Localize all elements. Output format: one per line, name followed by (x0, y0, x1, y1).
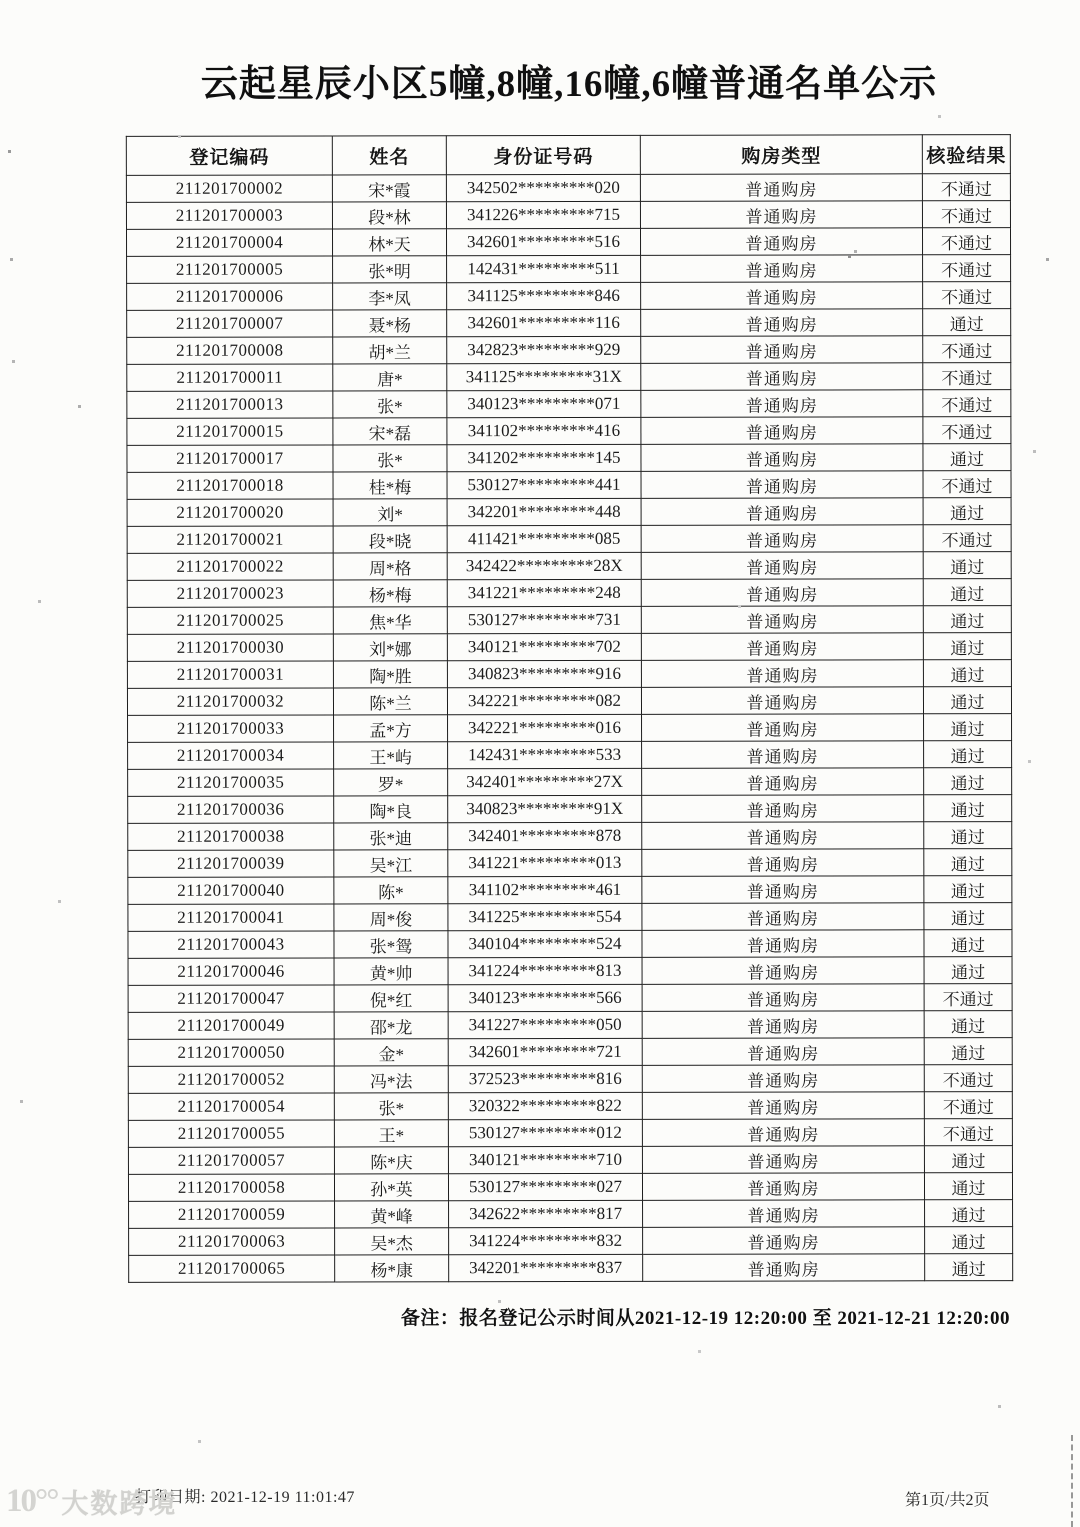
table-row (129, 1254, 1013, 1283)
cell-name: 聂*杨 (333, 310, 447, 337)
cell-verify-result: 通过 (924, 822, 1012, 849)
cell-purchase-type: 普通购房 (641, 579, 923, 607)
table-row (128, 957, 1012, 986)
cell-verify-result: 不通过 (923, 282, 1011, 309)
cell-registration-code: 211201700031 (127, 661, 333, 688)
cell-name: 张* (334, 1093, 448, 1120)
cell-verify-result: 不通过 (924, 984, 1012, 1011)
cell-purchase-type: 普通购房 (642, 1173, 924, 1201)
cell-registration-code: 211201700020 (127, 499, 333, 526)
cell-registration-code: 211201700006 (127, 283, 333, 310)
cell-name: 黄*帅 (334, 958, 448, 985)
cell-verify-result: 不通过 (923, 525, 1011, 552)
cell-registration-code: 211201700041 (128, 904, 334, 931)
header-registration-code: 登记编码 (126, 136, 332, 175)
cell-verify-result: 不通过 (924, 1092, 1012, 1119)
scan-edge-line (1071, 1435, 1073, 1527)
cell-id-number: 411421*********085 (447, 526, 641, 553)
cell-name: 吴*江 (334, 850, 448, 877)
table-row (127, 552, 1011, 581)
cell-registration-code: 211201700002 (126, 175, 332, 202)
cell-purchase-type: 普通购房 (641, 282, 923, 310)
cell-purchase-type: 普通购房 (641, 444, 923, 472)
table-row (127, 606, 1011, 635)
table-row (127, 471, 1011, 500)
cell-verify-result: 通过 (923, 687, 1011, 714)
cell-purchase-type: 普通购房 (642, 1146, 924, 1174)
cell-purchase-type: 普通购房 (642, 903, 924, 931)
cell-registration-code: 211201700005 (127, 256, 333, 283)
cell-registration-code: 211201700034 (128, 742, 334, 769)
cell-registration-code: 211201700032 (127, 688, 333, 715)
cell-name: 孙*英 (334, 1174, 448, 1201)
watermark-text: 大数跨境 (61, 1489, 178, 1519)
cell-name: 陶*良 (334, 796, 448, 823)
table-row (128, 1038, 1012, 1067)
cell-id-number: 341227*********050 (448, 1012, 642, 1039)
cell-name: 孟*方 (334, 715, 448, 742)
cell-registration-code: 211201700052 (128, 1066, 334, 1093)
cell-id-number: 341202*********145 (447, 445, 641, 472)
table-row (128, 930, 1012, 959)
cell-registration-code: 211201700065 (129, 1255, 335, 1282)
cell-purchase-type: 普通购房 (641, 309, 923, 337)
cell-verify-result: 通过 (925, 1227, 1013, 1254)
cell-verify-result: 通过 (923, 633, 1011, 660)
cell-name: 张* (333, 391, 447, 418)
cell-registration-code: 211201700038 (128, 823, 334, 850)
cell-purchase-type: 普通购房 (642, 768, 924, 796)
cell-verify-result: 通过 (924, 1146, 1012, 1173)
cell-name: 黄*峰 (335, 1201, 449, 1228)
remark-text: 备注：报名登记公示时间从2021-12-19 12:20:00 至 2021-12-21 12:20:00 (400, 1308, 1010, 1330)
cell-id-number: 530127*********441 (447, 472, 641, 499)
header-id-number: 身份证号码 (446, 136, 640, 175)
cell-id-number: 342601*********721 (448, 1039, 642, 1066)
table-row (128, 1119, 1012, 1148)
cell-purchase-type: 普通购房 (642, 1092, 924, 1120)
cell-purchase-type: 普通购房 (641, 606, 923, 634)
cell-verify-result: 不通过 (922, 174, 1010, 201)
table-row (129, 1227, 1013, 1256)
cell-registration-code: 211201700035 (128, 769, 334, 796)
cell-verify-result: 通过 (925, 1254, 1013, 1281)
table-row (128, 795, 1012, 824)
cell-name: 冯*法 (334, 1066, 448, 1093)
table-row (128, 1065, 1012, 1094)
cell-name: 金* (334, 1039, 448, 1066)
cell-id-number: 342601*********116 (447, 310, 641, 337)
cell-id-number: 341224*********832 (449, 1228, 643, 1255)
cell-verify-result: 不通过 (924, 1119, 1012, 1146)
cell-id-number: 530127*********012 (448, 1120, 642, 1147)
table-row (127, 525, 1011, 554)
cell-registration-code: 211201700057 (128, 1147, 334, 1174)
cell-registration-code: 211201700043 (128, 931, 334, 958)
cell-verify-result: 通过 (923, 444, 1011, 471)
cell-verify-result: 不通过 (922, 228, 1010, 255)
cell-registration-code: 211201700040 (128, 877, 334, 904)
cell-verify-result: 通过 (923, 309, 1011, 336)
cell-verify-result: 通过 (924, 876, 1012, 903)
cell-id-number: 320322*********822 (448, 1093, 642, 1120)
table-row (129, 1200, 1013, 1229)
cell-registration-code: 211201700021 (127, 526, 333, 553)
cell-purchase-type: 普通购房 (641, 660, 923, 688)
cell-purchase-type: 普通购房 (641, 525, 923, 553)
cell-name: 张* (333, 445, 447, 472)
cell-id-number: 340121*********710 (448, 1147, 642, 1174)
table-row (128, 1173, 1012, 1202)
cell-registration-code: 211201700055 (128, 1120, 334, 1147)
cell-name: 杨*康 (335, 1255, 449, 1282)
cell-name: 王*屿 (334, 742, 448, 769)
cell-name: 陈*兰 (333, 688, 447, 715)
table-row (128, 1011, 1012, 1040)
cell-registration-code: 211201700018 (127, 472, 333, 499)
cell-name: 周*格 (333, 553, 447, 580)
cell-name: 林*天 (332, 229, 446, 256)
cell-registration-code: 211201700059 (129, 1201, 335, 1228)
cell-purchase-type: 普通购房 (641, 552, 923, 580)
cell-verify-result: 通过 (923, 498, 1011, 525)
table-row (126, 228, 1010, 257)
print-date: 打印日期: 2021-12-19 11:01:47 (135, 1489, 355, 1506)
cell-id-number: 340823*********916 (447, 661, 641, 688)
cell-id-number: 340104*********524 (448, 931, 642, 958)
table-row (127, 336, 1011, 365)
cell-purchase-type: 普通购房 (642, 822, 924, 850)
table-row (128, 984, 1012, 1013)
cell-purchase-type: 普通购房 (642, 714, 924, 742)
cell-purchase-type: 普通购房 (641, 390, 923, 418)
cell-name: 罗* (334, 769, 448, 796)
cell-registration-code: 211201700033 (128, 715, 334, 742)
table-row (127, 444, 1011, 473)
watermark-logo-icon: 10°° (6, 1483, 58, 1519)
cell-registration-code: 211201700050 (128, 1039, 334, 1066)
cell-name: 吴*杰 (335, 1228, 449, 1255)
cell-name: 张*鸳 (334, 931, 448, 958)
table-row (128, 1146, 1012, 1175)
table-row (127, 282, 1011, 311)
cell-purchase-type: 普通购房 (641, 363, 923, 391)
cell-registration-code: 211201700039 (128, 850, 334, 877)
cell-purchase-type: 普通购房 (640, 201, 922, 229)
cell-name: 宋*磊 (333, 418, 447, 445)
cell-name: 焦*华 (333, 607, 447, 634)
cell-purchase-type: 普通购房 (642, 876, 924, 904)
cell-verify-result: 不通过 (923, 255, 1011, 282)
table-row (128, 822, 1012, 851)
table-row (127, 417, 1011, 446)
cell-verify-result: 不通过 (923, 336, 1011, 363)
cell-verify-result: 通过 (923, 660, 1011, 687)
cell-registration-code: 211201700049 (128, 1012, 334, 1039)
table-row (127, 579, 1011, 608)
cell-id-number: 530127*********731 (447, 607, 641, 634)
cell-verify-result: 通过 (925, 1200, 1013, 1227)
cell-id-number: 341102*********416 (447, 418, 641, 445)
cell-verify-result: 通过 (924, 741, 1012, 768)
cell-id-number: 340123*********566 (448, 985, 642, 1012)
page-title: 云起星辰小区5幢,8幢,16幢,6幢普通名单公示 (200, 64, 938, 105)
cell-name: 陶*胜 (333, 661, 447, 688)
cell-verify-result: 通过 (923, 579, 1011, 606)
cell-id-number: 342823*********929 (447, 337, 641, 364)
cell-registration-code: 211201700046 (128, 958, 334, 985)
table-row (127, 687, 1011, 716)
cell-name: 陈*庆 (334, 1147, 448, 1174)
cell-purchase-type: 普通购房 (641, 255, 923, 283)
cell-verify-result: 通过 (924, 1038, 1012, 1065)
cell-registration-code: 211201700025 (127, 607, 333, 634)
cell-verify-result: 不通过 (923, 471, 1011, 498)
cell-id-number: 341125*********31X (447, 364, 641, 391)
table-row (127, 633, 1011, 662)
cell-purchase-type: 普通购房 (640, 174, 922, 202)
cell-name: 胡*兰 (333, 337, 447, 364)
cell-id-number: 341225*********554 (448, 904, 642, 931)
cell-purchase-type: 普通购房 (642, 930, 924, 958)
cell-registration-code: 211201700015 (127, 418, 333, 445)
cell-name: 李*凤 (333, 283, 447, 310)
cell-registration-code: 211201700047 (128, 985, 334, 1012)
table-row (127, 660, 1011, 689)
cell-purchase-type: 普通购房 (642, 741, 924, 769)
cell-id-number: 341221*********013 (448, 850, 642, 877)
cell-registration-code: 211201700058 (128, 1174, 334, 1201)
cell-id-number: 342601*********516 (446, 229, 640, 256)
cell-verify-result: 通过 (923, 552, 1011, 579)
cell-registration-code: 211201700008 (127, 337, 333, 364)
cell-verify-result: 通过 (924, 714, 1012, 741)
cell-registration-code: 211201700004 (126, 229, 332, 256)
table-row (128, 768, 1012, 797)
cell-registration-code: 211201700022 (127, 553, 333, 580)
header-verify-result: 核验结果 (922, 135, 1010, 174)
cell-registration-code: 211201700063 (129, 1228, 335, 1255)
cell-verify-result: 通过 (924, 768, 1012, 795)
cell-purchase-type: 普通购房 (642, 1038, 924, 1066)
cell-id-number: 340121*********702 (447, 634, 641, 661)
table-row (127, 498, 1011, 527)
cell-purchase-type: 普通购房 (642, 957, 924, 985)
header-name: 姓名 (332, 136, 446, 175)
cell-name: 张*明 (333, 256, 447, 283)
cell-id-number: 340123*********071 (447, 391, 641, 418)
table-row (128, 1092, 1012, 1121)
cell-id-number: 342502*********020 (446, 175, 640, 202)
cell-id-number: 342201*********837 (449, 1255, 643, 1282)
cell-id-number: 341221*********248 (447, 580, 641, 607)
cell-verify-result: 通过 (923, 606, 1011, 633)
cell-name: 王* (334, 1120, 448, 1147)
table-row (127, 363, 1011, 392)
cell-verify-result: 通过 (924, 795, 1012, 822)
cell-verify-result: 不通过 (923, 390, 1011, 417)
cell-id-number: 342622*********817 (449, 1201, 643, 1228)
cell-registration-code: 211201700017 (127, 445, 333, 472)
cell-id-number: 342201*********448 (447, 499, 641, 526)
cell-name: 邵*龙 (334, 1012, 448, 1039)
table-row (126, 201, 1010, 230)
cell-purchase-type: 普通购房 (642, 1011, 924, 1039)
cell-name: 宋*霞 (332, 175, 446, 202)
table-row (127, 255, 1011, 284)
cell-registration-code: 211201700011 (127, 364, 333, 391)
cell-id-number: 341102*********461 (448, 877, 642, 904)
cell-name: 段*林 (332, 202, 446, 229)
cell-purchase-type: 普通购房 (641, 633, 923, 661)
cell-verify-result: 通过 (924, 903, 1012, 930)
cell-id-number: 142431*********533 (448, 742, 642, 769)
table-body (126, 174, 1012, 1283)
cell-verify-result: 不通过 (922, 201, 1010, 228)
cell-id-number: 341226*********715 (446, 202, 640, 229)
cell-purchase-type: 普通购房 (642, 1065, 924, 1093)
cell-registration-code: 211201700030 (127, 634, 333, 661)
cell-verify-result: 通过 (924, 1173, 1012, 1200)
cell-name: 唐* (333, 364, 447, 391)
table-row (126, 174, 1010, 203)
page-indicator: 第1页/共2页 (905, 1492, 990, 1509)
cell-name: 周*俊 (334, 904, 448, 931)
table-row (127, 390, 1011, 419)
cell-purchase-type: 普通购房 (640, 228, 922, 256)
cell-purchase-type: 普通购房 (641, 417, 923, 445)
cell-registration-code: 211201700054 (128, 1093, 334, 1120)
cell-verify-result: 通过 (924, 957, 1012, 984)
cell-registration-code: 211201700023 (127, 580, 333, 607)
table-row (128, 714, 1012, 743)
cell-id-number: 372523*********816 (448, 1066, 642, 1093)
cell-purchase-type: 普通购房 (642, 795, 924, 823)
cell-purchase-type: 普通购房 (642, 1119, 924, 1147)
cell-purchase-type: 普通购房 (641, 471, 923, 499)
table-row (128, 849, 1012, 878)
cell-id-number: 341125*********846 (447, 283, 641, 310)
cell-name: 刘*娜 (333, 634, 447, 661)
cell-verify-result: 不通过 (923, 363, 1011, 390)
cell-verify-result: 不通过 (923, 417, 1011, 444)
cell-name: 杨*梅 (333, 580, 447, 607)
document-content (127, 0, 1011, 1330)
cell-verify-result: 通过 (924, 930, 1012, 957)
cell-id-number: 340823*********91X (448, 796, 642, 823)
table-row (127, 309, 1011, 338)
cell-purchase-type: 普通购房 (643, 1200, 925, 1228)
cell-id-number: 342401*********878 (448, 823, 642, 850)
cell-verify-result: 通过 (924, 849, 1012, 876)
cell-id-number: 142431*********511 (447, 256, 641, 283)
cell-id-number: 342401*********27X (448, 769, 642, 796)
applicant-roster-table (126, 134, 1013, 1283)
cell-registration-code: 211201700007 (127, 310, 333, 337)
table-row (128, 741, 1012, 770)
cell-id-number: 341224*********813 (448, 958, 642, 985)
cell-name: 桂*梅 (333, 472, 447, 499)
cell-purchase-type: 普通购房 (642, 984, 924, 1012)
cell-name: 段*晓 (333, 526, 447, 553)
cell-id-number: 342221*********082 (447, 688, 641, 715)
cell-purchase-type: 普通购房 (641, 336, 923, 364)
cell-registration-code: 211201700013 (127, 391, 333, 418)
cell-id-number: 530127*********027 (448, 1174, 642, 1201)
cell-registration-code: 211201700003 (126, 202, 332, 229)
cell-name: 刘* (333, 499, 447, 526)
cell-purchase-type: 普通购房 (641, 687, 923, 715)
cell-verify-result: 不通过 (924, 1065, 1012, 1092)
cell-name: 张*迪 (334, 823, 448, 850)
header-purchase-type: 购房类型 (640, 135, 922, 175)
table-header-row (126, 135, 1010, 176)
cell-purchase-type: 普通购房 (641, 498, 923, 526)
cell-verify-result: 通过 (924, 1011, 1012, 1038)
cell-id-number: 342422*********28X (447, 553, 641, 580)
table-row (128, 876, 1012, 905)
cell-purchase-type: 普通购房 (643, 1227, 925, 1255)
table-row (128, 903, 1012, 932)
cell-purchase-type: 普通购房 (642, 849, 924, 877)
cell-name: 倪*红 (334, 985, 448, 1012)
cell-id-number: 342221*********016 (448, 715, 642, 742)
cell-purchase-type: 普通购房 (643, 1254, 925, 1282)
cell-name: 陈* (334, 877, 448, 904)
cell-registration-code: 211201700036 (128, 796, 334, 823)
